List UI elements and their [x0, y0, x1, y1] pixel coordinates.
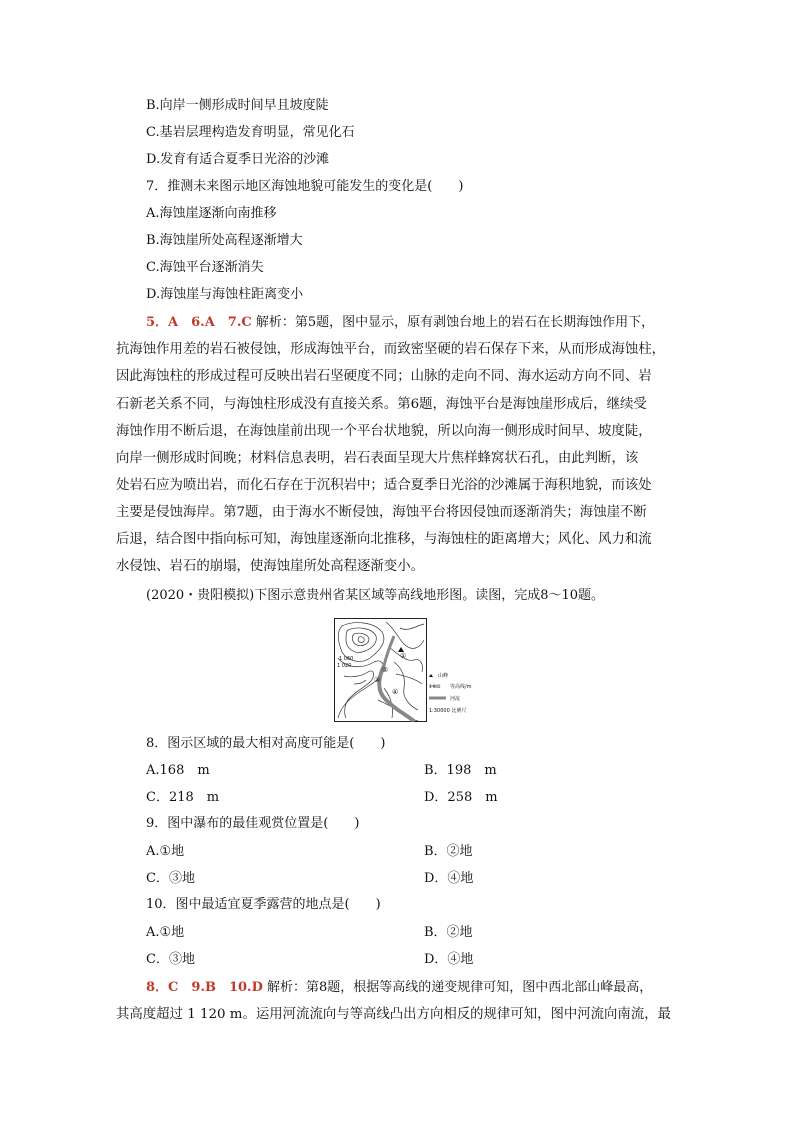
analysis-line: 海蚀作用不断后退，在海蚀崖前出现一个平台状地貌，所以向海一侧形成时间早、坡度陡， [116, 424, 652, 439]
analysis-line: 向岸一侧形成时间晚；材料信息表明，岩石表面呈现大片焦样蜂窝状石孔，由此判断，该 [116, 451, 639, 466]
analysis-line: 水侵蚀、岩石的崩塌，使海蚀崖所处高程逐渐变小。 [116, 559, 424, 574]
analysis-line: 抗海蚀作用差的岩石被侵蚀，形成海蚀平台，而致密坚硬的岩石保存下来，从而形成海蚀柱， [116, 342, 666, 357]
q7-option-a: A.海蚀崖逐渐向南推移 [146, 206, 277, 221]
q8-stem: 8．图示区域的最大相对高度可能是( ) [146, 736, 386, 751]
contour-label-1060: 1 060 [339, 656, 354, 662]
q10-option-b: B．②地 [424, 925, 473, 940]
analysis-5-7-first-line [146, 314, 654, 331]
marker-1: ① [400, 652, 407, 660]
analysis-text: 解析：第5题，图中显示，原有剥蚀台地上的岩石在长期海蚀作用下， [255, 315, 655, 330]
q10-option-a: A.①地 [146, 925, 185, 940]
contour-label-1020: 1 020 [337, 663, 352, 669]
contour-map [334, 618, 484, 722]
q10-option-c: C．③地 [146, 952, 195, 967]
q9-option-d: D．④地 [424, 871, 474, 886]
marker-4: ④ [392, 688, 399, 696]
q6-option-d: D.发育有适合夏季日光浴的沙滩 [146, 152, 330, 167]
q8-option-b: B．198 m [424, 763, 497, 778]
answer-key-5-7: 5．A 6.A 7.C [146, 315, 252, 330]
analysis-line: 其高度超过 1 120 m。运用河流流向与等高线凸出方向相反的规律可知，图中河流向南流，最 [116, 1007, 671, 1022]
q9-stem: 9．图中瀑布的最佳观赏位置是( ) [146, 816, 360, 831]
analysis-text: 解析：第8题，根据等高线的递变规律可知，图中西北部山峰最高， [266, 980, 653, 995]
q7-option-c: C.海蚀平台逐渐消失 [146, 260, 264, 275]
analysis-line: 主要是侵蚀海岸。第7题，由于海水不断侵蚀，海蚀平台将因侵蚀而逐渐消失；海蚀崖不断 [116, 505, 647, 520]
q9-option-a: A.①地 [146, 844, 185, 859]
legend-scale: 1:30000 比例尺 [429, 708, 467, 714]
q6-option-b: B.向岸一侧形成时间早且坡度陡 [146, 98, 329, 113]
legend-contour-value: 1 040 [429, 684, 441, 689]
marker-2: ② [382, 666, 389, 674]
q8-option-a: A.168 m [146, 763, 210, 778]
legend-contour: 等高线/m [450, 684, 472, 690]
analysis-line: 后退，结合图中指向标可知，海蚀崖逐渐向北推移，与海蚀柱的距离增大；风化、风力和流 [116, 532, 652, 547]
analysis-line: 因此海蚀柱的形成过程可反映出岩石坚硬度不同；山脉的走向不同、海水运动方向不同、岩 [116, 369, 652, 384]
q7-option-b: B.海蚀崖所处高程逐渐增大 [146, 233, 303, 248]
answer-key-8-10: 8．C 9.B 10.D [146, 980, 263, 995]
marker-3: ③ [374, 676, 381, 684]
q8-option-c: C．218 m [146, 790, 220, 805]
q7-option-d: D.海蚀崖与海蚀柱距离变小 [146, 287, 304, 302]
legend-peak: 山峰 [438, 673, 449, 679]
q10-option-d: D．④地 [424, 952, 474, 967]
analysis-8-10-first-line [146, 979, 652, 996]
analysis-line: 石新老关系不同，与海蚀柱形成没有直接关系。第6题，海蚀平台是海蚀崖形成后，继续受 [116, 397, 647, 412]
question-source-intro: (2020・贵阳模拟)下图示意贵州省某区域等高线地形图。读图，完成8～10题。 [146, 588, 605, 603]
legend-river: 河流 [450, 696, 461, 702]
q9-option-c: C．③地 [146, 871, 195, 886]
contour-map-figure [334, 618, 484, 722]
q10-stem: 10．图中最适宜夏季露营的地点是( ) [146, 897, 381, 912]
map-legend [429, 672, 472, 714]
q6-option-c: C.基岩层理构造发育明显，常见化石 [146, 125, 355, 140]
analysis-line: 处岩石应为喷出岩，而化石存在于沉积岩中；适合夏季日光浴的沙滩属于海积地貌，而该处 [116, 478, 652, 493]
legend-peak-symbol [429, 674, 433, 677]
q7-stem: 7．推测未来图示地区海蚀地貌可能发生的变化是( ) [146, 179, 464, 194]
q8-option-d: D．258 m [424, 790, 498, 805]
q9-option-b: B．②地 [424, 844, 473, 859]
